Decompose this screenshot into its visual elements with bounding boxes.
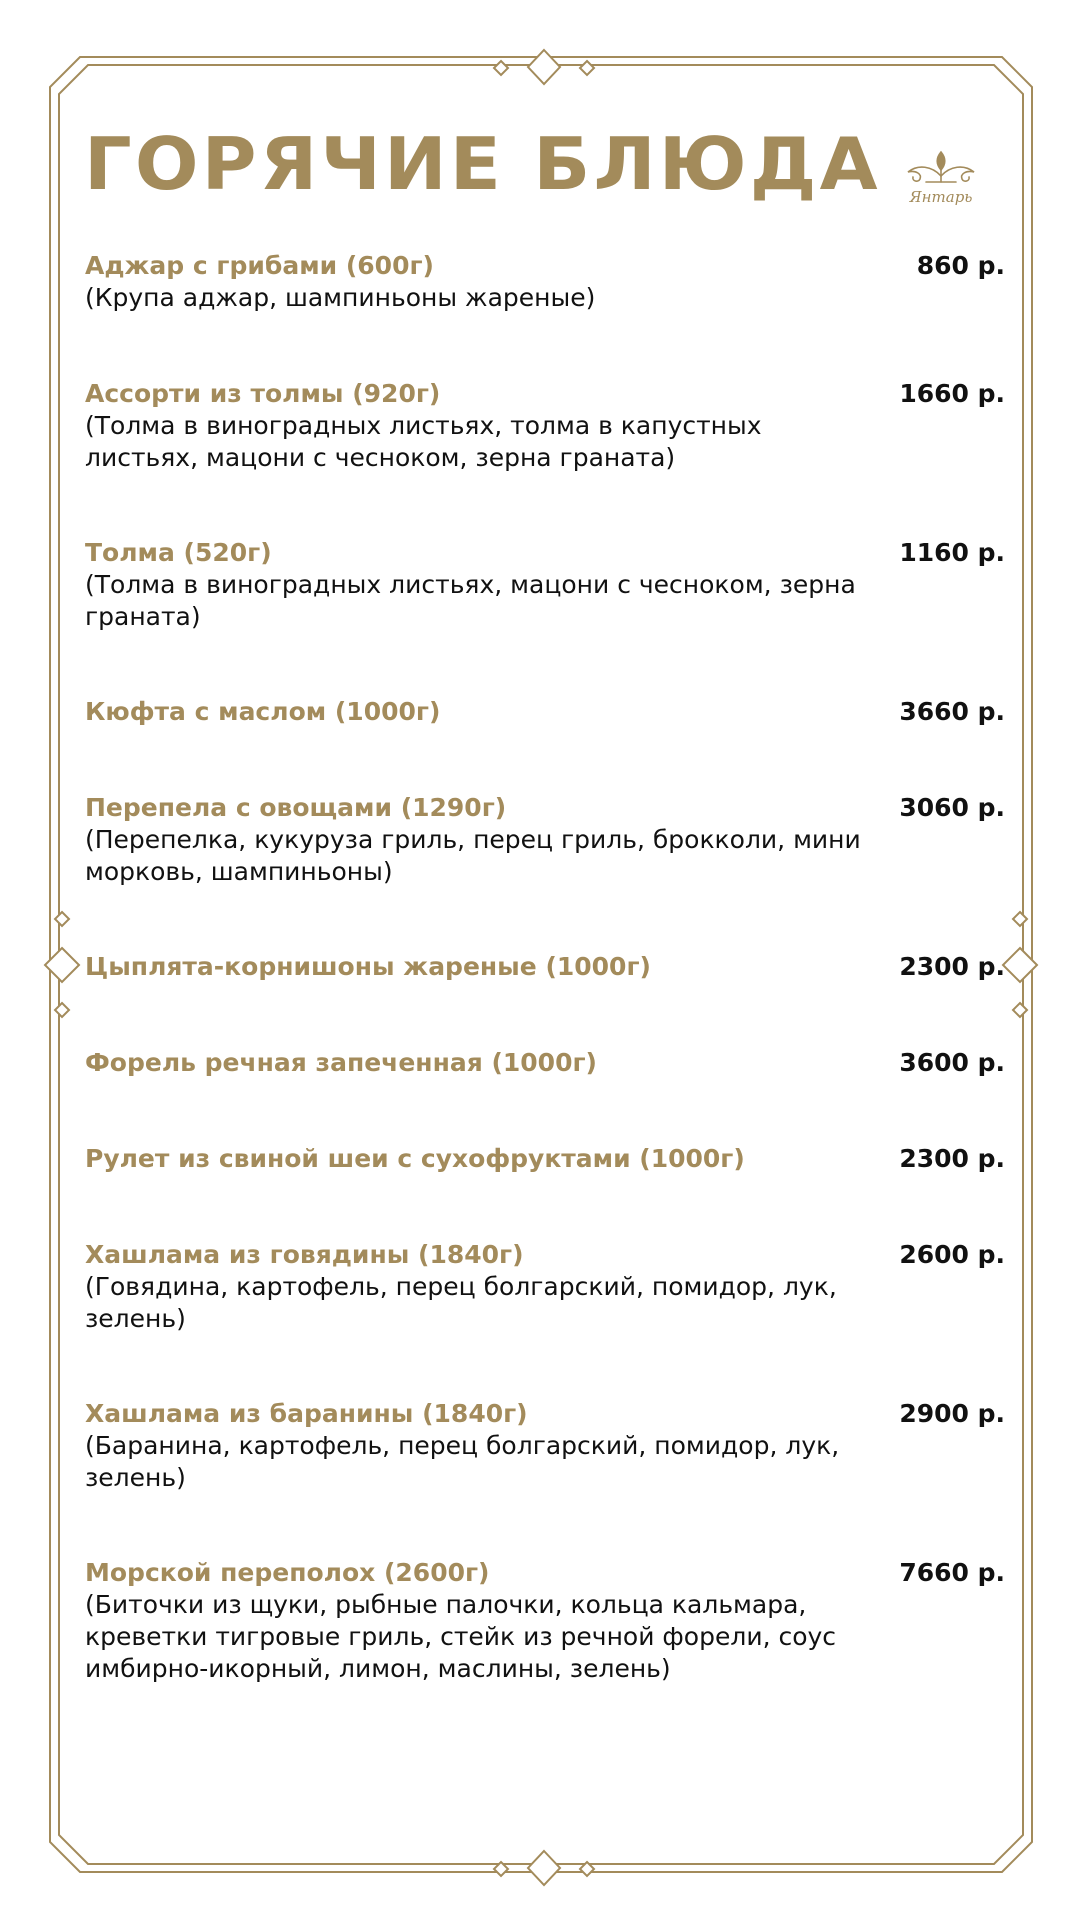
dish-price: 2300 р. xyxy=(899,1144,1005,1173)
menu-item xyxy=(85,696,1005,728)
dish-price: 1160 р. xyxy=(899,538,1005,567)
dish-name: Ассорти из толмы (920г) xyxy=(85,379,441,408)
logo-text: Янтарь xyxy=(909,188,973,206)
dish-price: 7660 р. xyxy=(899,1558,1005,1587)
dish-price: 2600 р. xyxy=(899,1240,1005,1269)
dish-description: (Говядина, картофель, перец болгарский, помидор, лук, зелень) xyxy=(85,1272,837,1333)
dish-description: (Толма в виноградных листьях, толма в капустных листьях, мацони с чесноком, зерна граната) xyxy=(85,411,762,472)
dish-name: Кюфта с маслом (1000г) xyxy=(85,697,441,726)
dish-description: (Крупа аджар, шампиньоны жареные) xyxy=(85,283,596,312)
dish-description: (Биточки из щуки, рыбные палочки, кольца кальмара, креветки тигровые гриль, стейк из речной форели, соус имбирно-икорный, лимон, маслины, зелень) xyxy=(85,1590,837,1683)
menu-item xyxy=(85,378,1005,474)
dish-description: (Толма в виноградных листьях, мацони с чесноком, зерна граната) xyxy=(85,570,856,631)
dish-name: Форель речная запеченная (1000г) xyxy=(85,1048,597,1077)
menu-item xyxy=(85,951,1005,983)
menu-item xyxy=(85,1239,1005,1335)
dish-name: Толма (520г) xyxy=(85,538,272,567)
dish-description: (Баранина, картофель, перец болгарский, помидор, лук, зелень) xyxy=(85,1431,840,1492)
dish-price: 1660 р. xyxy=(899,379,1005,408)
dish-name: Морской переполох (2600г) xyxy=(85,1558,490,1587)
menu-item xyxy=(85,250,1005,314)
dish-price: 2900 р. xyxy=(899,1399,1005,1428)
dish-name: Перепела с овощами (1290г) xyxy=(85,793,507,822)
dish-description: (Перепелка, кукуруза гриль, перец гриль, брокколи, мини морковь, шампиньоны) xyxy=(85,825,861,886)
dish-price: 3600 р. xyxy=(899,1048,1005,1077)
menu-item xyxy=(85,1557,1005,1685)
page-title: ГОРЯЧИЕ БЛЮДА xyxy=(84,122,881,206)
menu-item xyxy=(85,537,1005,633)
menu-item xyxy=(85,1047,1005,1079)
dish-price: 3060 р. xyxy=(899,793,1005,822)
dish-name: Аджар с грибами (600г) xyxy=(85,251,434,280)
dish-name: Цыплята-корнишоны жареные (1000г) xyxy=(85,952,651,981)
dish-name: Хашлама из говядины (1840г) xyxy=(85,1240,524,1269)
menu-item xyxy=(85,792,1005,888)
dish-price: 860 р. xyxy=(916,251,1005,280)
dish-name: Хашлама из баранины (1840г) xyxy=(85,1399,528,1428)
dish-price: 3660 р. xyxy=(899,697,1005,726)
menu-item xyxy=(85,1143,1005,1175)
dish-name: Рулет из свиной шеи с сухофруктами (1000г) xyxy=(85,1144,745,1173)
menu-item xyxy=(85,1398,1005,1494)
dish-price: 2300 р. xyxy=(899,952,1005,981)
